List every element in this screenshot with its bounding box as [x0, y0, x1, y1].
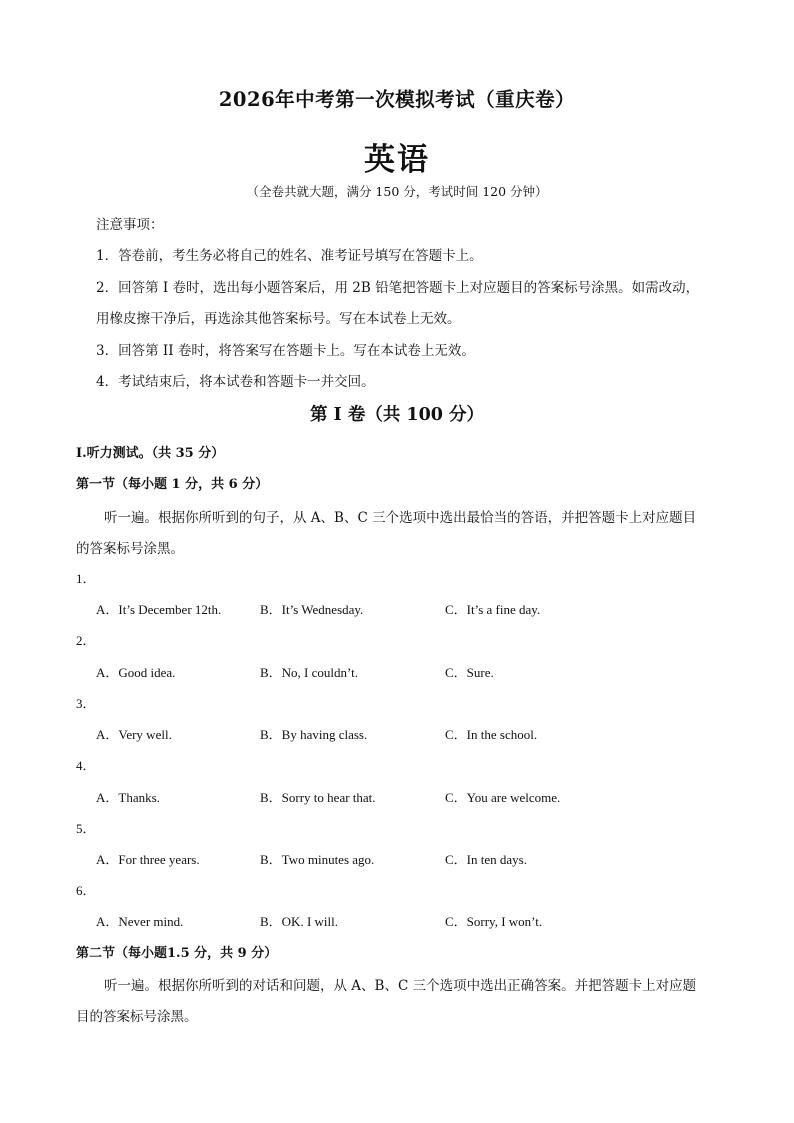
question-number: 3．: [76, 696, 96, 711]
option-a: A．It’s December 12th.: [96, 602, 222, 617]
option-c: C．You are welcome.: [445, 790, 561, 805]
note-item: 2．回答第 I 卷时，选出每小题答案后，用 2B 铅笔把答题卡上对应题目的答案标号涂黑。如需改动，: [96, 280, 700, 296]
question-number: 4．: [76, 758, 96, 773]
question-number: 6．: [76, 883, 96, 898]
option-a: A．For three years.: [96, 852, 200, 867]
option-a: A．Never mind.: [96, 914, 184, 929]
exam-info: （全卷共就大题，满分 150 分，考试时间 120 分钟）: [246, 184, 548, 199]
option-b: B．Sorry to hear that.: [260, 790, 376, 805]
option-c: C．In the school.: [445, 727, 538, 742]
option-a: A．Good idea.: [96, 665, 176, 680]
option-b: B．No, I couldn’t.: [260, 665, 358, 680]
option-a: A．Thanks.: [96, 790, 160, 805]
section2-heading: 第二节（每小题1.5 分，共 9 分）: [76, 946, 278, 961]
section1-instruction: 的答案标号涂黑。: [76, 541, 184, 557]
listening-heading: I.听力测试。（共 35 分）: [76, 446, 225, 461]
question-number: 1．: [76, 571, 96, 586]
option-b: B．Two minutes ago.: [260, 852, 375, 867]
option-b: B．It’s Wednesday.: [260, 602, 364, 617]
part-title: 第 I 卷（共 100 分）: [309, 405, 485, 425]
question-number: 5．: [76, 821, 96, 836]
section1-instruction: 听一遍。根据你所听到的句子，从 A、B、C 三个选项中选出最恰当的答语，并把答题卡上对应题目: [104, 510, 697, 526]
option-b: B．OK. I will.: [260, 914, 339, 929]
section1-heading: 第一节（每小题 1 分，共 6 分）: [76, 477, 269, 492]
question-number: 2．: [76, 633, 96, 648]
section2-instruction: 目的答案标号涂黑。: [76, 1009, 198, 1025]
section2-instruction: 听一遍。根据你所听到的对话和问题，从 A、B、C 三个选项中选出正确答案。并把答题卡上对应题: [104, 978, 697, 994]
note-item: 1．答卷前，考生务必将自己的姓名、准考证号填写在答题卡上。: [96, 248, 483, 264]
subject-title: 英语: [364, 142, 430, 178]
option-c: C．In ten days.: [445, 852, 527, 867]
exam-title: 2026年中考第一次模拟考试（重庆卷）: [218, 88, 576, 111]
option-b: B．By having class.: [260, 727, 368, 742]
notes-heading: 注意事项：: [96, 217, 164, 233]
note-item: 4．考试结束后，将本试卷和答题卡一并交回。: [96, 374, 375, 390]
note-item: 用橡皮擦干净后，再选涂其他答案标号。写在本试卷上无效。: [96, 311, 461, 327]
option-a: A．Very well.: [96, 727, 172, 742]
option-c: C．Sorry, I won’t.: [445, 914, 543, 929]
option-c: C．It’s a fine day.: [445, 602, 541, 617]
note-item: 3．回答第 II 卷时，将答案写在答题卡上。写在本试卷上无效。: [96, 343, 475, 359]
option-c: C．Sure.: [445, 665, 494, 680]
